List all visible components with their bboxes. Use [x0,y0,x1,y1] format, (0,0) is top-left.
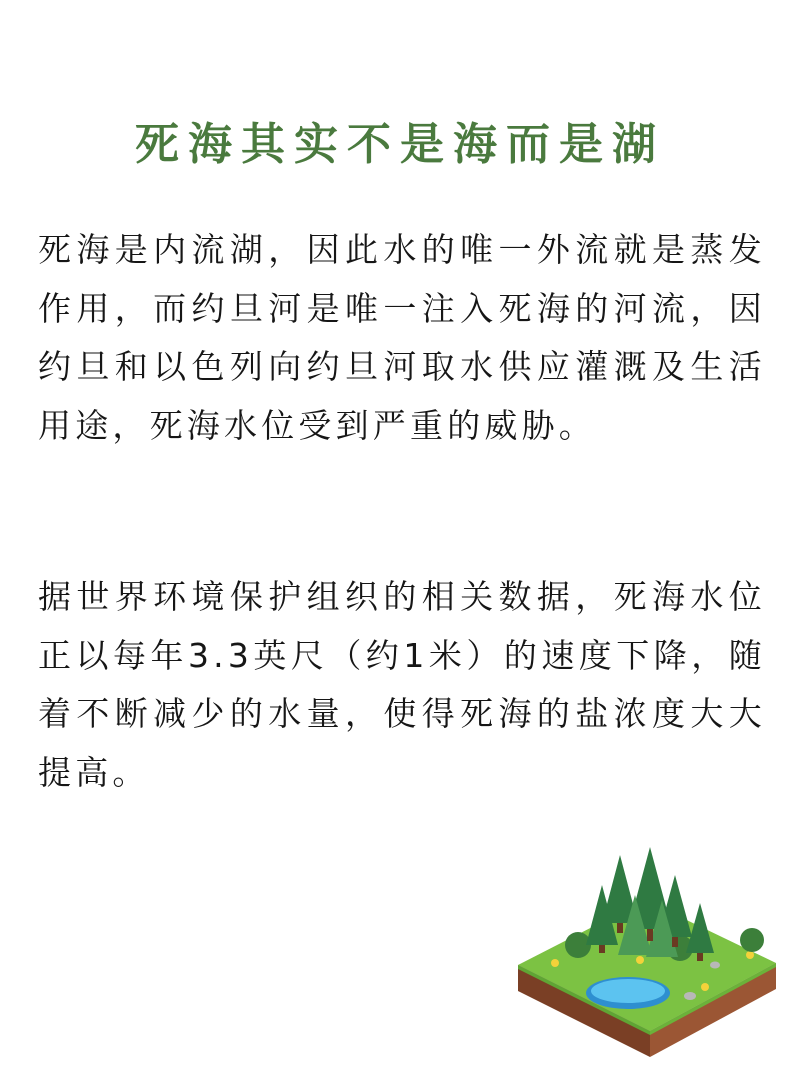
forest-island-icon [510,845,785,1060]
page-title: 死海其实不是海而是湖 [135,119,665,171]
paragraph-1: 死海是内流湖，因此水的唯一外流就是蒸发作用，而约旦河是唯一注入死海的河流，因约旦和以色列向约旦河取水供应灌溉及生活用途，死海水位受到严重的威胁。 [38,230,766,445]
paragraph-2: 据世界环境保护组织的相关数据，死海水位正以每年3.3英尺（约1米）的速度下降，随着不断减少的水量，使得死海的盐浓度大大提高。 [38,577,766,792]
